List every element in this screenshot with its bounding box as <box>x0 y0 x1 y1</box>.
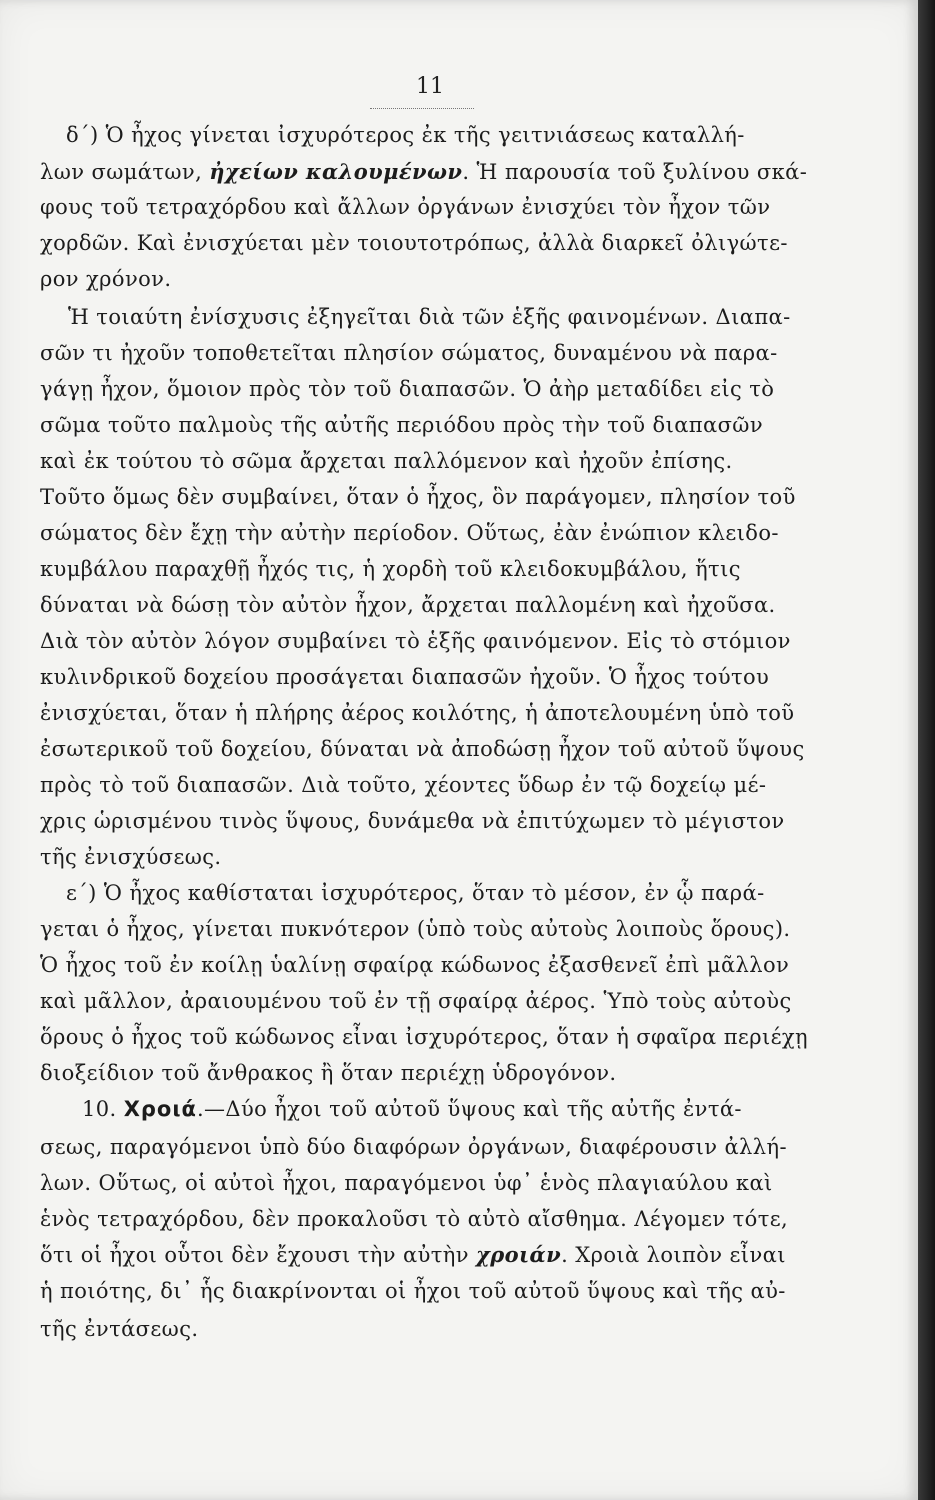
line-text: κυλινδρικοῦ δοχείου προσάγεται διαπασῶν ἠχοῦν. Ὁ ἦχος τούτου <box>40 665 770 689</box>
line-text: Τοῦτο ὅμως δὲν συμβαίνει, ὅταν ὁ ἦχος, ὃν παράγομεν, πλησίον τοῦ <box>40 485 796 509</box>
text-line <box>40 1242 786 1268</box>
line-text: χρις ὡρισμένου τινὸς ὕψους, δυνάμεθα νὰ ἐπιτύχωμεν τὸ μέγιστον <box>40 809 785 833</box>
emphasized-term: χροιάν <box>476 1242 562 1267</box>
text-line <box>40 808 785 834</box>
text-line <box>40 592 776 618</box>
text-line <box>40 664 769 690</box>
header-rule <box>370 108 474 109</box>
text-line <box>40 376 774 402</box>
line-text: καὶ μᾶλλον, ἀραιουμένου τοῦ ἐν τῇ σφαίρᾳ ἀέρος. Ὑπὸ τοὺς αὐτοὺς <box>40 989 792 1013</box>
line-text: ὅτι οἱ ἦχοι οὗτοι δὲν ἔχουσι τὴν αὐτὴν <box>40 1243 476 1267</box>
text-line <box>40 736 805 762</box>
line-text: . Ἡ παρουσία τοῦ ξυλίνου σκά- <box>462 160 808 184</box>
emphasized-term: ἠχείων καλουμένων <box>209 159 463 184</box>
line-text: τῆς ἐντάσεως. <box>40 1317 199 1341</box>
line-text: ἑνὸς τετραχόρδου, δὲν προκαλοῦσι τὸ αὐτὸ αἴσθημα. Λέγομεν τότε, <box>40 1207 789 1231</box>
line-text: φους τοῦ τετραχόρδου καὶ ἄλλων ὀργάνων ἐνισχύει τὸν ἦχον τῶν <box>40 195 771 219</box>
text-line <box>40 916 791 942</box>
line-text: τῆς ἐνισχύσεως. <box>40 845 222 869</box>
line-text: γεται ὁ ἦχος, γίνεται πυκνότερον (ὑπὸ τοὺς αὐτοὺς λοιποὺς ὅρους). <box>40 917 791 941</box>
line-text: ε΄) Ὁ ἦχος καθίσταται ἰσχυρότερος, ὅταν τὸ μέσον, ἐν ᾧ παρά- <box>66 881 765 905</box>
line-text: χορδῶν. Καὶ ἐνισχύεται μὲν τοιουτοτρόπως, ἀλλὰ διαρκεῖ ὀλιγώτε- <box>40 231 788 255</box>
text-line <box>40 1206 788 1232</box>
line-text: ρον χρόνον. <box>40 267 172 291</box>
body-text <box>0 122 935 1422</box>
page-number: 11 <box>416 74 444 99</box>
text-line <box>40 266 171 292</box>
text-line <box>40 952 789 978</box>
text-line <box>40 1170 773 1196</box>
line-text: σῶν τι ἠχοῦν τοποθετεῖται πλησίον σώματος, δυναμένου νὰ παρα- <box>40 341 778 365</box>
line-text: .—Δύο ἦχοι τοῦ αὐτοῦ ὕψους καὶ τῆς αὐτῆς ἐντά- <box>196 1097 742 1121</box>
section-number: 10. <box>82 1097 124 1121</box>
text-line <box>40 1134 787 1160</box>
line-text: Ἡ τοιαύτη ἐνίσχυσις ἐξηγεῖται διὰ τῶν ἑξῆς φαινομένων. Διαπα- <box>68 305 791 329</box>
line-text: ἐσωτερικοῦ τοῦ δοχείου, δύναται νὰ ἀποδώσῃ ἦχον τοῦ αὐτοῦ ὕψους <box>40 737 805 761</box>
text-line <box>40 230 788 256</box>
line-text: . Χροιὰ λοιπὸν εἶναι <box>561 1243 786 1267</box>
line-text: Διὰ τὸν αὐτὸν λόγον συμβαίνει τὸ ἑξῆς φαινόμενον. Εἰς τὸ στόμιον <box>40 629 791 653</box>
line-text: κυμβάλου παραχθῇ ἦχός τις, ἡ χορδὴ τοῦ κλειδοκυμβάλου, ἥτις <box>40 557 741 581</box>
line-text: σῶμα τοῦτο παλμοὺς τῆς αὐτῆς περιόδου πρὸς τὴν τοῦ διαπασῶν <box>40 413 763 437</box>
text-line <box>82 1096 742 1122</box>
line-text: δ΄) Ὁ ἦχος γίνεται ἰσχυρότερος ἐκ τῆς γειτνιάσεως καταλλή- <box>66 123 745 147</box>
text-line <box>40 556 741 582</box>
text-line <box>40 988 792 1014</box>
text-line <box>40 628 791 654</box>
section-heading: Χροιά <box>123 1097 197 1121</box>
line-text: σώματος δὲν ἔχῃ τὴν αὐτὴν περίοδον. Οὕτως, ἐὰν ἐνώπιον κλειδο- <box>40 521 779 545</box>
line-text: καὶ ἐκ τούτου τὸ σῶμα ἄρχεται παλλόμενον καὶ ἠχοῦν ἐπίσης. <box>40 449 733 473</box>
line-text: δύναται νὰ δώσῃ τὸν αὐτὸν ἦχον, ἄρχεται παλλομένη καὶ ἠχοῦσα. <box>40 593 776 617</box>
line-text: γάγῃ ἦχον, ὅμοιον πρὸς τὸν τοῦ διαπασῶν. Ὁ ἀὴρ μεταδίδει εἰς τὸ <box>40 377 775 401</box>
text-line <box>40 412 763 438</box>
text-line <box>40 772 766 798</box>
book-edge <box>918 0 935 1500</box>
text-line <box>40 448 733 474</box>
line-text: ἡ ποιότης, δι᾽ ἧς διακρίνονται οἱ ἦχοι τοῦ αὐτοῦ ὕψους καὶ τῆς αὐ- <box>40 1279 786 1303</box>
line-text: ἐνισχύεται, ὅταν ἡ πλήρης ἀέρος κοιλότης, ἡ ἀποτελουμένη ὑπὸ τοῦ <box>40 701 795 725</box>
line-text: Ὁ ἦχος τοῦ ἐν κοίλῃ ὑαλίνῃ σφαίρᾳ κώδωνος ἐξασθενεῖ ἐπὶ μᾶλλον <box>40 953 790 977</box>
text-line <box>40 1060 617 1086</box>
text-line <box>40 340 778 366</box>
line-text: ὅρους ὁ ἦχος τοῦ κώδωνος εἶναι ἰσχυρότερος, ὅταν ἡ σφαῖρα περιέχῃ <box>40 1025 808 1049</box>
text-line <box>66 880 765 906</box>
text-line <box>40 700 794 726</box>
text-line <box>40 844 222 870</box>
text-line <box>40 194 770 220</box>
text-line <box>68 304 791 330</box>
line-text: διοξείδιον τοῦ ἄνθρακος ἢ ὅταν περιέχῃ ὑδρογόνον. <box>40 1061 617 1085</box>
line-text: λων σωμάτων, <box>40 160 210 184</box>
line-text: λων. Οὕτως, οἱ αὐτοὶ ἦχοι, παραγόμενοι ὑφ᾽ ἑνὸς πλαγιαύλου καὶ <box>40 1171 773 1195</box>
line-text: πρὸς τὸ τοῦ διαπασῶν. Διὰ τοῦτο, χέοντες ὕδωρ ἐν τῷ δοχείῳ μέ- <box>40 773 767 797</box>
text-line <box>40 1278 786 1304</box>
text-line <box>40 520 779 546</box>
text-line <box>66 122 745 148</box>
line-text: σεως, παραγόμενοι ὑπὸ δύο διαφόρων ὀργάνων, διαφέρουσιν ἀλλή- <box>40 1135 787 1159</box>
text-line <box>40 1024 808 1050</box>
text-line <box>40 159 807 185</box>
text-line <box>40 484 796 510</box>
text-line <box>40 1316 198 1342</box>
